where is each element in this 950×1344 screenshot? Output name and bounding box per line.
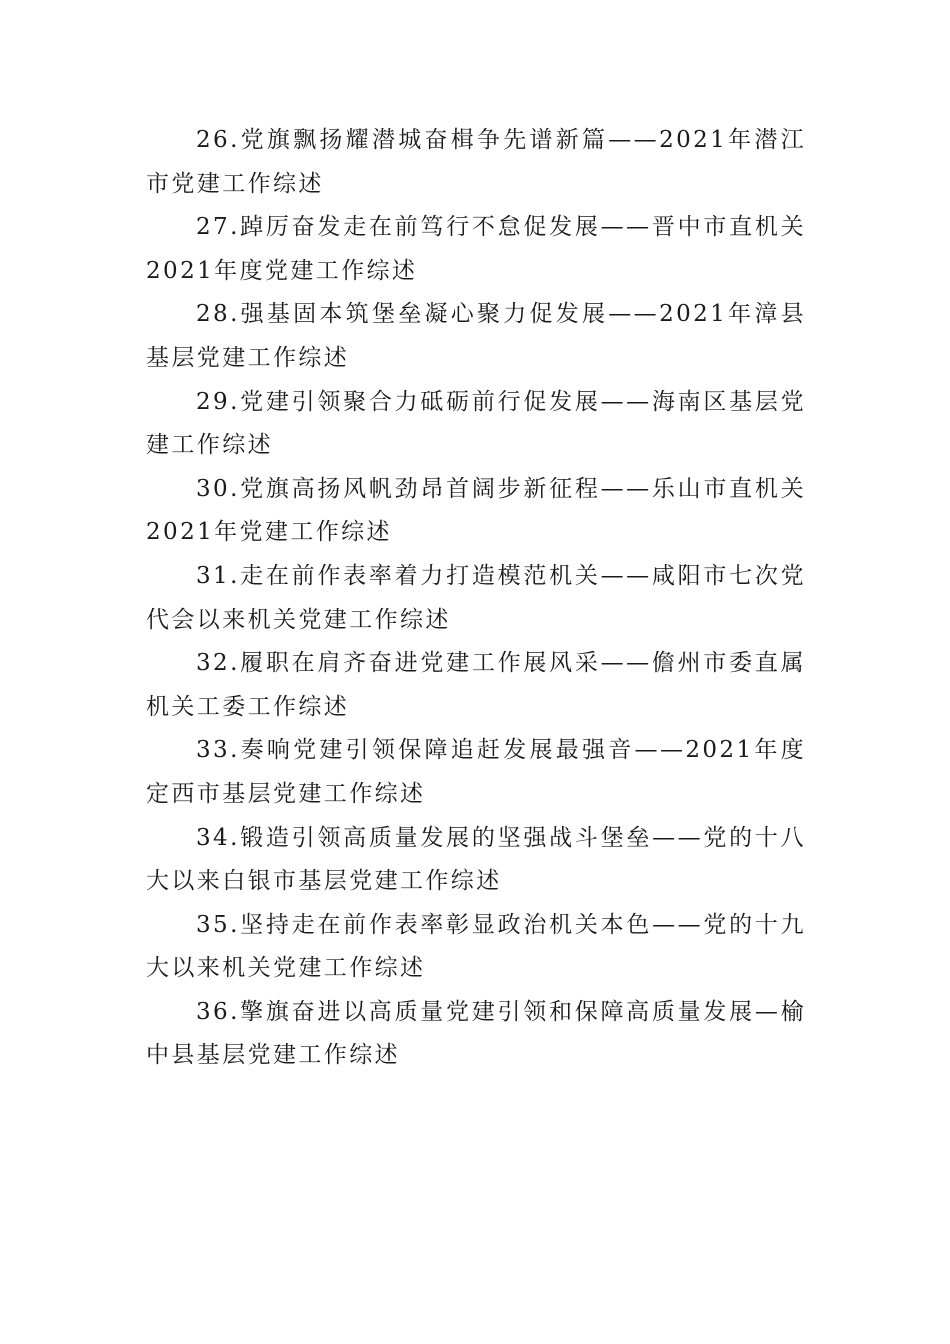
toc-item-30: 30.党旗高扬风帆劲昂首阔步新征程——乐山市直机关2021年党建工作综述 <box>146 475 806 546</box>
toc-list <box>146 119 806 1078</box>
toc-item-33: 33.奏响党建引领保障追赶发展最强音——2021年度定西市基层党建工作综述 <box>146 737 806 807</box>
toc-item-27: 27.踔厉奋发走在前笃行不怠促发展——晋中市直机关2021年度党建工作综述 <box>146 214 806 284</box>
toc-item-34: 34.锻造引领高质量发展的坚强战斗堡垒——党的十八大以来白银市基层党建工作综述 <box>146 824 806 895</box>
toc-item-35: 35.坚持走在前作表率彰显政治机关本色——党的十九大以来机关党建工作综述 <box>146 911 806 982</box>
toc-item-28: 28.强基固本筑堡垒凝心聚力促发展——2021年漳县基层党建工作综述 <box>146 301 806 371</box>
toc-item-32: 32.履职在肩齐奋进党建工作展风采——儋州市委直属机关工委工作综述 <box>146 650 806 720</box>
toc-item-26: 26.党旗飘扬耀潜城奋楫争先谱新篇——2021年潜江市党建工作综述 <box>146 127 806 197</box>
toc-item-36: 36.擎旗奋进以高质量党建引领和保障高质量发展—榆中县基层党建工作综述 <box>146 998 806 1069</box>
toc-item-29: 29.党建引领聚合力砥砺前行促发展——海南区基层党建工作综述 <box>146 388 806 459</box>
toc-item-31: 31.走在前作表率着力打造模范机关——咸阳市七次党代会以来机关党建工作综述 <box>146 562 806 633</box>
